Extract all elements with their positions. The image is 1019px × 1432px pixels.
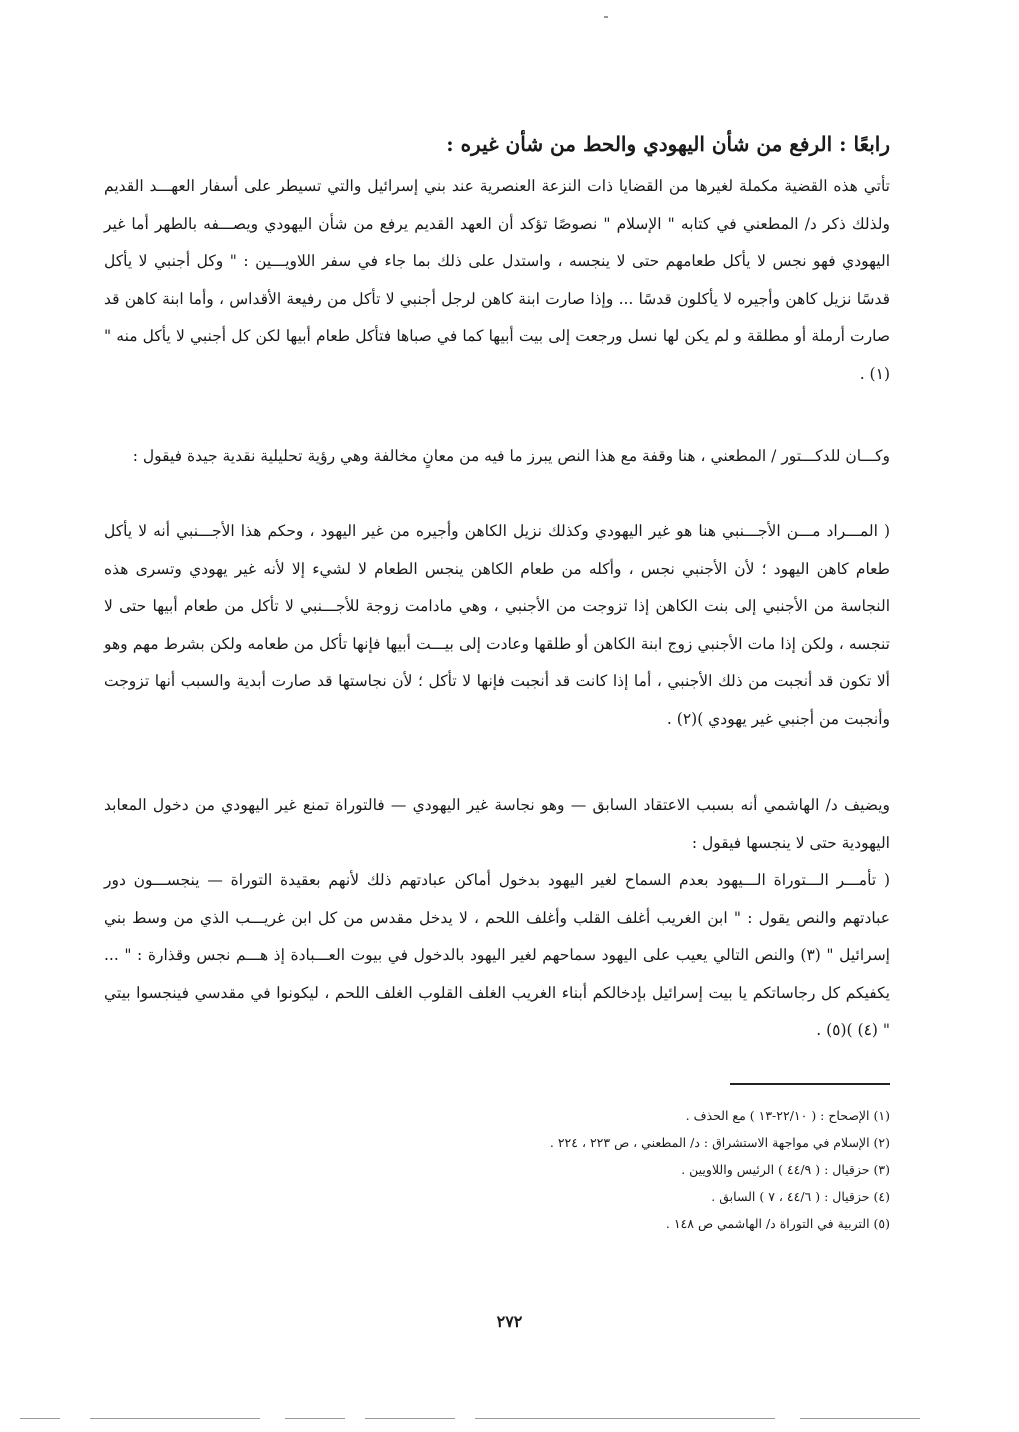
footnote-2: (٢) الإسلام في مواجهة الاستشراق : د/ المطعني ، ص ٢٢٣ ، ٢٢٤ . [549,1135,890,1150]
paragraph-4: ويضيف د/ الهاشمي أنه بسبب الاعتقاد السابق — وهو نجاسة غير اليهودي — فالتوراة تمنع غير اليهودي من دخول المعابد اليهودية حتى لا ينجسها فيقول : [104,796,890,852]
paragraph-3-quote: ( المـــراد مـــن الأجـــنبي هنا هو غير اليهودي وكذلك نزيل الكاهن وأجيره من غير اليهود ، وحكم هذا الأجـــنبي أنه لا يأكل طعام كاهن اليهود ؛ لأن الأجنبي نجس ، وأكله من طعام الكاهن ينجس الطعام لا لشيء إلا لأنه غير يهودي وتسرى هذه النجاسة من الأجنبي إلى بنت الكاهن إذا تزوجت من الأجنبي ، وهي مادامت زوجة للأجـــنبي لا تأكل من طعام أبيها حتى لا تنجسه ، ولكن إذا مات الأجنبي زوج ابنة الكاهن أو طلقها وعادت إلى بيـــت أبيها فإنها تأكل من طعامه ولكن بشرط مهم وهو ألا تكون قد أنجبت من ذلك الأجنبي ، أما إذا كانت قد أنجبت فإنها لا تأكل ؛ لأن نجاستها قد صارت أبدية والسبب أنها تزوجت وأنجبت من أجنبي غير يهودي )(٢) . [104,522,890,728]
scan-edge-line [20,1418,60,1419]
scan-edge-line [475,1418,775,1419]
scan-edge-line [90,1418,260,1419]
scan-mark [604,16,608,18]
footnote-4: (٤) حزقيال : ( ٤٤/٦ ، ٧ ) السابق . [711,1189,890,1204]
section-title: الرفع من شأن اليهودي والحط من شأن غيره : [446,132,833,156]
page-number: ٢٧٢ [496,1312,523,1331]
section-heading [104,128,890,160]
scan-edge-line [365,1418,455,1419]
footnotes-list [190,1102,890,1237]
footnote-separator [730,1083,890,1085]
paragraph-2: وكـــان للدكـــتور / المطعني ، هنا وقفة مع هذا النص يبرز ما فيه من معانٍ مخالفة وهي رؤية تحليلية نقدية جيدة فيقول : [132,447,890,465]
scan-edge-line [800,1418,920,1419]
paragraph-1: تأتي هذه القضية مكملة لغيرها من القضايا ذات النزعة العنصرية عند بني إسرائيل والتي تسيطر على أسفار العهـــد القديم ولذلك ذكر د/ المطعني في كتابه " الإسلام " نصوصًا تؤكد أن العهد القديم يرفع من شأن اليهودي ويصـــفه بالطهر أما غير اليهودي فهو نجس لا يأكل طعامهم حتى لا ينجسه ، واستدل على ذلك بما جاء في سفر اللاويـــين : " وكل أجنبي لا يأكل قدسًا نزيل كاهن وأجيره لا يأكلون قدسًا ... وإذا صارت ابنة كاهن لرجل أجنبي لا تأكل من رفيعة الأقداس ، وأما ابنة كاهن قد صارت أرملة أو مطلقة و لم يكن لها نسل ورجعت إلى بيت أبيها كما في صباها فتأكل طعام أبيها لكن كل أجنبي لا يأكل منه "(١) . [104,177,890,383]
section-number: رابعًا : [839,132,890,156]
footnote-3: (٣) حزقيال : ( ٤٤/٩ ) الرئيس واللاويين . [681,1162,890,1177]
paragraph-5-quote: ( تأمـــر الـــتوراة الـــيهود بعدم السماح لغير اليهود بدخول أماكن عبادتهم ذلك لأنهم بعقيدة التوراة — ينجســـون دور عبادتهم والنص يقول : " ابن الغريب أغلف القلب وأغلف اللحم ، لا يدخل مقدس من كل ابن غريـــب الذي من وسط بني إسرائيل " (٣) والنص التالي يعيب على اليهود سماحهم لغير اليهود بالدخول في بيوت العـــبادة إذ هـــم نجس وقذارة : " ... يكفيكم كل رجاساتكم يا بيت إسرائيل بإدخالكم أبناء الغريب الغلف القلوب الغلف اللحم ، ليكونوا في مقدسي فينجسوا بيتي " (٤) )(٥) . [104,871,890,1039]
footnote-5: (٥) التربية في التوراة د/ الهاشمي ص ١٤٨ . [665,1216,890,1231]
footnote-1: (١) الإصحاح : ( ٢٢/١٠-١٣ ) مع الحذف . [685,1108,890,1123]
scan-edge-line [285,1418,345,1419]
